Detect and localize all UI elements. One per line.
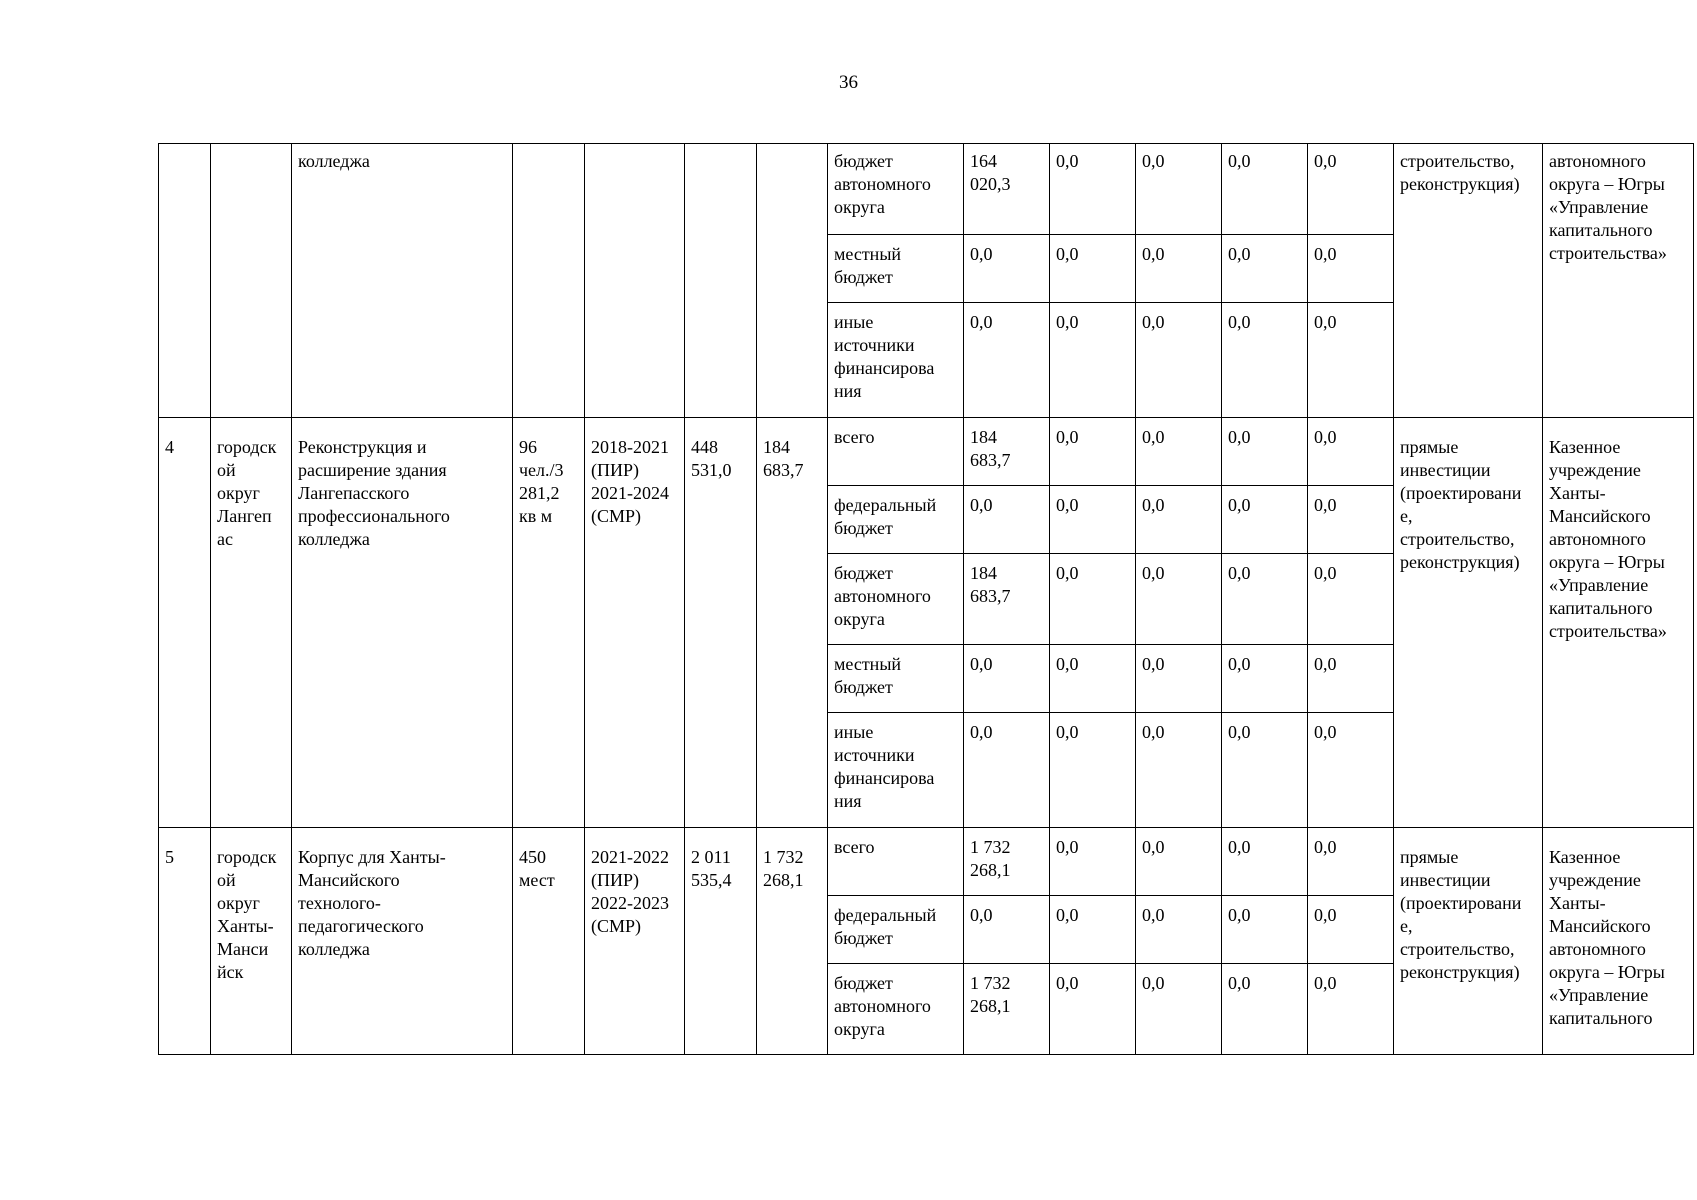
object-name-cell: Реконструкция и расширение здания Лангепасского профессионального колледжа <box>292 418 513 828</box>
period-cell <box>585 144 685 418</box>
value-cell: 0,0 <box>1050 486 1136 554</box>
period-cell: 2021-2022 (ПИР) 2022-2023 (СМР) <box>585 828 685 1055</box>
source-cell: бюджет автономного округа <box>828 144 964 235</box>
value-cell: 0,0 <box>1136 713 1222 828</box>
value-cell: 0,0 <box>1308 486 1394 554</box>
value-cell: 0,0 <box>1050 144 1136 235</box>
object-name-cell: Корпус для Ханты- Мансийского технолого- педагогического колледжа <box>292 828 513 1055</box>
source-cell: федеральный бюджет <box>828 486 964 554</box>
source-cell: федеральный бюджет <box>828 896 964 964</box>
value-cell: 0,0 <box>1136 418 1222 486</box>
capacity-cell: 450 мест <box>513 828 585 1055</box>
value-cell: 0,0 <box>1308 713 1394 828</box>
table-row <box>159 828 1694 896</box>
source-cell: всего <box>828 418 964 486</box>
value-cell: 0,0 <box>1222 303 1308 418</box>
value-cell: 164 020,3 <box>964 144 1050 235</box>
value-cell: 0,0 <box>1050 645 1136 713</box>
page-number: 36 <box>839 72 858 93</box>
value-cell: 0,0 <box>1222 486 1308 554</box>
value-cell: 1 732 268,1 <box>964 828 1050 896</box>
value-cell: 0,0 <box>1050 713 1136 828</box>
cost-cell: 2 011 535,4 <box>685 828 757 1055</box>
value-cell: 0,0 <box>1222 713 1308 828</box>
responsible-cell: Казенное учреждение Ханты- Мансийского автономного округа – Югры «Управление капитального <box>1543 828 1694 1055</box>
value-cell: 0,0 <box>1308 896 1394 964</box>
mechanism-cell: прямые инвестиции (проектировани е, строительство, реконструкция) <box>1394 828 1543 1055</box>
value-cell: 0,0 <box>1050 828 1136 896</box>
value-cell: 0,0 <box>1050 418 1136 486</box>
source-cell: местный бюджет <box>828 235 964 303</box>
value-cell: 184 683,7 <box>964 554 1050 645</box>
value-cell: 0,0 <box>1050 303 1136 418</box>
object-name-cell: колледжа <box>292 144 513 418</box>
value-cell: 0,0 <box>1136 235 1222 303</box>
responsible-cell: Казенное учреждение Ханты- Мансийского автономного округа – Югры «Управление капитального строительства» <box>1543 418 1694 828</box>
responsible-cell: автономного округа – Югры «Управление капитального строительства» <box>1543 144 1694 418</box>
source-cell: всего <box>828 828 964 896</box>
municipality-cell <box>211 144 292 418</box>
value-cell: 0,0 <box>1050 554 1136 645</box>
value-cell: 0,0 <box>1308 554 1394 645</box>
value-cell: 0,0 <box>1136 828 1222 896</box>
value-cell: 0,0 <box>1050 235 1136 303</box>
value-cell: 0,0 <box>1222 144 1308 235</box>
remaining-cell: 184 683,7 <box>757 418 828 828</box>
value-cell: 1 732 268,1 <box>964 964 1050 1055</box>
num-cell: 5 <box>159 828 211 1055</box>
value-cell: 0,0 <box>1308 303 1394 418</box>
cost-cell <box>685 144 757 418</box>
source-cell: иные источники финансирова ния <box>828 303 964 418</box>
investment-table <box>158 143 1694 1055</box>
source-cell: местный бюджет <box>828 645 964 713</box>
remaining-cell <box>757 144 828 418</box>
value-cell: 184 683,7 <box>964 418 1050 486</box>
num-cell <box>159 144 211 418</box>
period-cell: 2018-2021 (ПИР) 2021-2024 (СМР) <box>585 418 685 828</box>
value-cell: 0,0 <box>1050 964 1136 1055</box>
value-cell: 0,0 <box>1222 418 1308 486</box>
table-row <box>159 418 1694 486</box>
value-cell: 0,0 <box>1136 964 1222 1055</box>
value-cell: 0,0 <box>964 486 1050 554</box>
cost-cell: 448 531,0 <box>685 418 757 828</box>
mechanism-cell: прямые инвестиции (проектировани е, строительство, реконструкция) <box>1394 418 1543 828</box>
value-cell: 0,0 <box>1222 235 1308 303</box>
value-cell: 0,0 <box>1136 645 1222 713</box>
remaining-cell: 1 732 268,1 <box>757 828 828 1055</box>
municipality-cell: городск ой округ Лангеп ас <box>211 418 292 828</box>
value-cell: 0,0 <box>1222 645 1308 713</box>
source-cell: иные источники финансирова ния <box>828 713 964 828</box>
value-cell: 0,0 <box>1308 828 1394 896</box>
value-cell: 0,0 <box>1308 645 1394 713</box>
value-cell: 0,0 <box>964 713 1050 828</box>
value-cell: 0,0 <box>1222 828 1308 896</box>
value-cell: 0,0 <box>964 235 1050 303</box>
capacity-cell <box>513 144 585 418</box>
value-cell: 0,0 <box>1136 303 1222 418</box>
value-cell: 0,0 <box>1308 144 1394 235</box>
value-cell: 0,0 <box>1136 896 1222 964</box>
source-cell: бюджет автономного округа <box>828 554 964 645</box>
value-cell: 0,0 <box>964 645 1050 713</box>
num-cell: 4 <box>159 418 211 828</box>
value-cell: 0,0 <box>964 303 1050 418</box>
municipality-cell: городск ой округ Ханты- Манси йск <box>211 828 292 1055</box>
value-cell: 0,0 <box>1222 896 1308 964</box>
table-row <box>159 144 1694 235</box>
capacity-cell: 96 чел./3 281,2 кв м <box>513 418 585 828</box>
value-cell: 0,0 <box>964 896 1050 964</box>
value-cell: 0,0 <box>1050 896 1136 964</box>
value-cell: 0,0 <box>1136 554 1222 645</box>
value-cell: 0,0 <box>1308 418 1394 486</box>
mechanism-cell: строительство, реконструкция) <box>1394 144 1543 418</box>
value-cell: 0,0 <box>1136 144 1222 235</box>
source-cell: бюджет автономного округа <box>828 964 964 1055</box>
value-cell: 0,0 <box>1222 554 1308 645</box>
value-cell: 0,0 <box>1308 235 1394 303</box>
value-cell: 0,0 <box>1222 964 1308 1055</box>
value-cell: 0,0 <box>1308 964 1394 1055</box>
value-cell: 0,0 <box>1136 486 1222 554</box>
